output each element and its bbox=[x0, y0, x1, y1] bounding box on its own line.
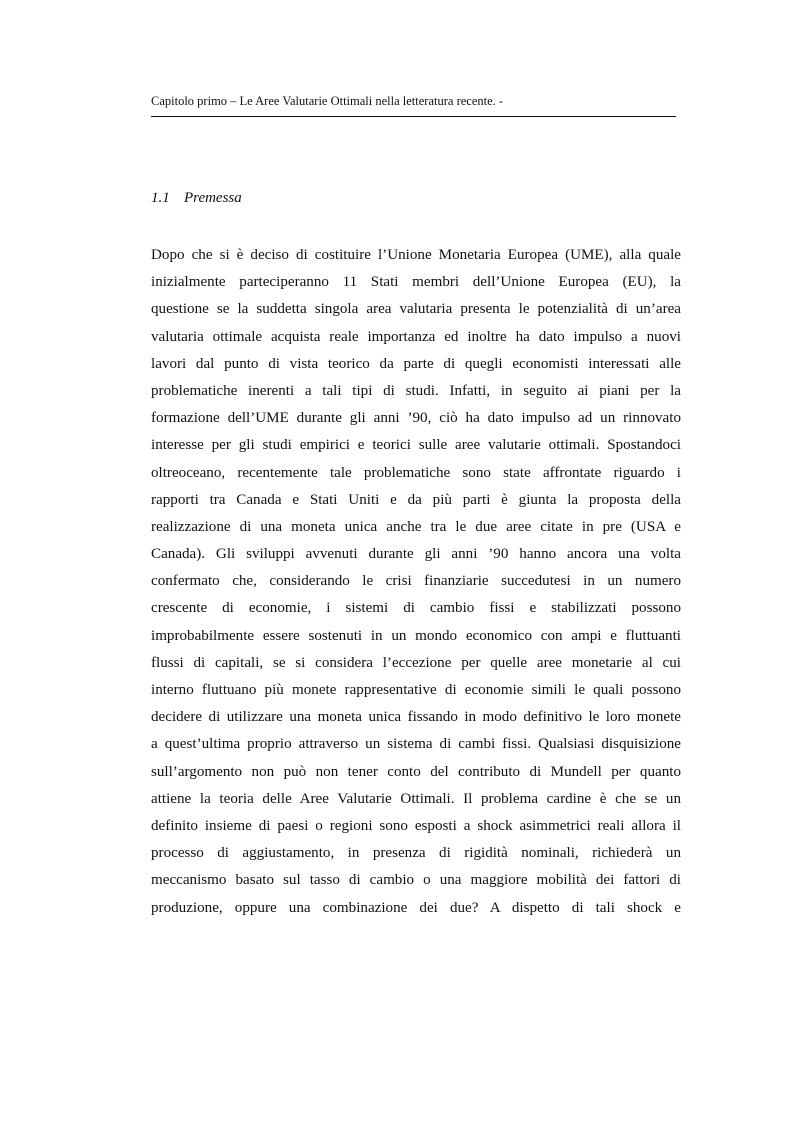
text-line: formazione dell’UME durante gli anni ’90, ciò ha dato impulso ad un rinnovato bbox=[151, 410, 681, 427]
text-line: produzione, oppure una combinazione dei due? A dispetto di tali shock e bbox=[151, 899, 681, 916]
text-line: attiene la teoria delle Aree Valutarie Ottimali. Il problema cardine è che se un bbox=[151, 790, 681, 807]
text-line: lavori dal punto di vista teorico da parte di quegli economisti interessati alle bbox=[151, 355, 681, 372]
text-line: sull’argomento non può non tener conto del contributo di Mundell per quanto bbox=[151, 763, 681, 780]
text-line: realizzazione di una moneta unica anche tra le due aree citate in pre (USA e bbox=[151, 518, 681, 535]
text-line: Canada). Gli sviluppi avvenuti durante gli anni ’90 hanno ancora una volta bbox=[151, 546, 681, 563]
text-line: decidere di utilizzare una moneta unica fissando in modo definitivo le loro monete bbox=[151, 709, 681, 726]
text-line: improbabilmente essere sostenuti in un mondo economico con ampi e fluttuanti bbox=[151, 627, 681, 644]
text-line: flussi di capitali, se si considera l’eccezione per quelle aree monetarie al cui bbox=[151, 654, 681, 671]
text-line: problematiche inerenti a tali tipi di studi. Infatti, in seguito ai piani per la bbox=[151, 382, 681, 399]
body-paragraph bbox=[151, 242, 681, 922]
text-line: interno fluttuano più monete rappresentative di economie simili le quali possono bbox=[151, 682, 681, 698]
text-line: interesse per gli studi empirici e teorici sulle aree valutarie ottimali. Spostandoci bbox=[151, 437, 681, 454]
section-title: Premessa bbox=[184, 190, 242, 206]
text-line: questione se la suddetta singola area valutaria presenta le potenzialità di un’area bbox=[151, 301, 681, 318]
text-line: processo di aggiustamento, in presenza di rigidità nominali, richiederà un bbox=[151, 845, 681, 862]
section-number: 1.1 bbox=[151, 190, 170, 206]
text-line: inizialmente parteciperanno 11 Stati membri dell’Unione Europea (EU), la bbox=[151, 274, 681, 291]
header-rule bbox=[151, 116, 676, 117]
section-heading bbox=[151, 188, 242, 208]
text-line: rapporti tra Canada e Stati Uniti e da più parti è giunta la proposta della bbox=[151, 491, 681, 508]
text-line: definito insieme di paesi o regioni sono esposti a shock asimmetrici reali allora il bbox=[151, 817, 681, 834]
text-line: valutaria ottimale acquista reale importanza ed inoltre ha dato impulso a nuovi bbox=[151, 328, 681, 345]
text-line: oltreoceano, recentemente tale problematiche sono state affrontate riguardo i bbox=[151, 464, 681, 481]
text-line: a quest’ultima proprio attraverso un sistema di cambi fissi. Qualsiasi disquisizione bbox=[151, 736, 681, 753]
text-line: confermato che, considerando le crisi finanziarie succedutesi in un numero bbox=[151, 573, 681, 590]
text-line: meccanismo basato sul tasso di cambio o una maggiore mobilità dei fattori di bbox=[151, 872, 681, 889]
running-header: Capitolo primo – Le Aree Valutarie Ottimali nella letteratura recente. - bbox=[151, 94, 504, 108]
text-line: Dopo che si è deciso di costituire l’Unione Monetaria Europea (UME), alla quale bbox=[151, 247, 681, 263]
text-line: crescente di economie, i sistemi di cambio fissi e stabilizzati possono bbox=[151, 600, 681, 617]
